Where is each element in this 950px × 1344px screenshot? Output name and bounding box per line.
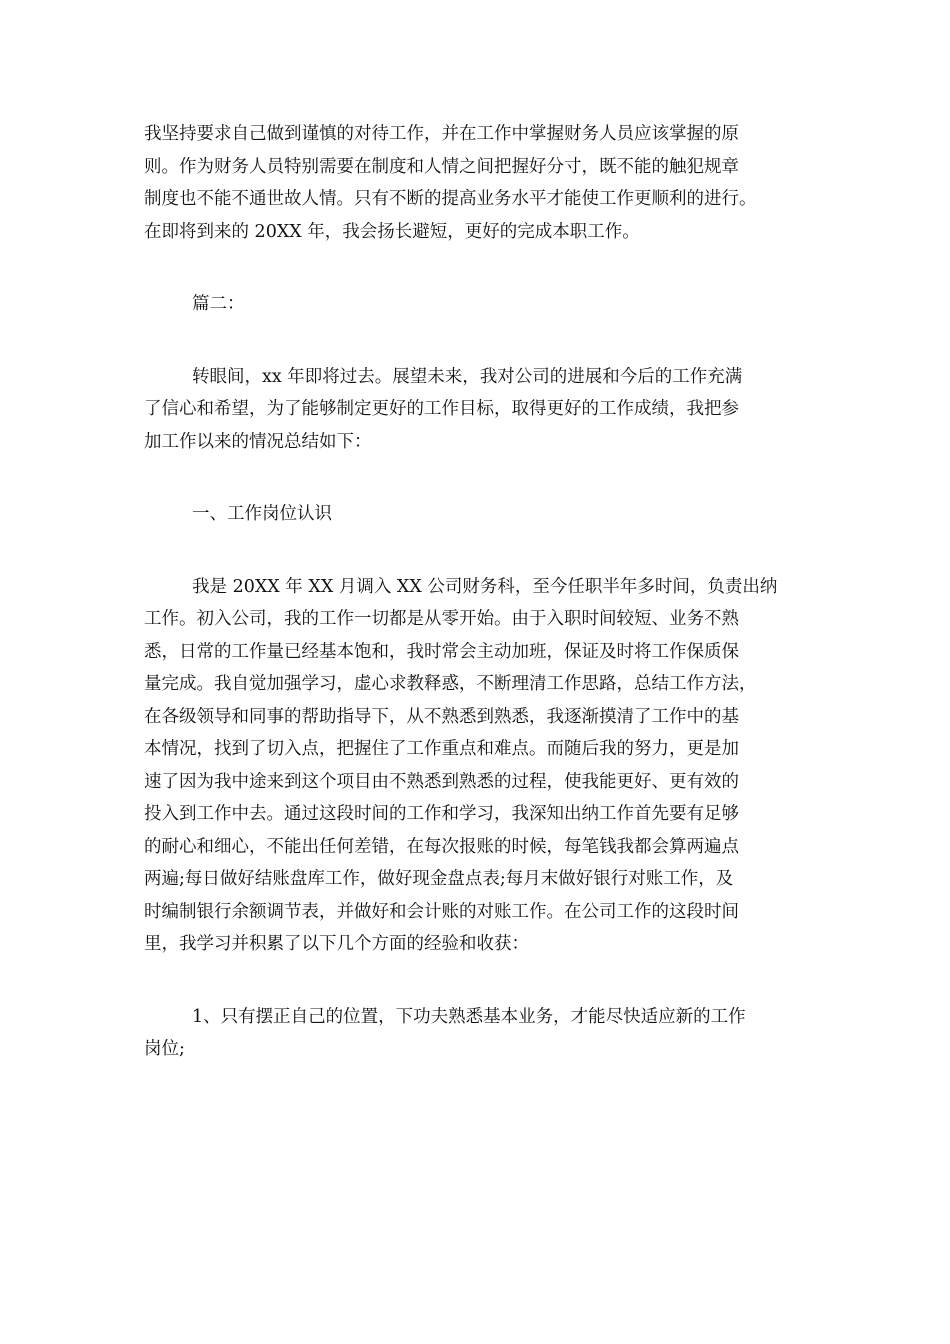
heading-text: 一、工作岗位认识 (192, 504, 332, 524)
text-line: 本情况，找到了切入点，把握住了工作重点和难点。而随后我的努力，更是加 (144, 739, 739, 759)
text-line: 投入到工作中去。通过这段时间的工作和学习，我深知出纳工作首先要有足够 (144, 804, 739, 824)
text-line: 我是 20XX 年 XX 月调入 XX 公司财务科，至今任职半年多时间，负责出纳 (192, 576, 778, 597)
text-line: 工作。初入公司，我的工作一切都是从零开始。由于入职时间较短、业务不熟 (144, 609, 739, 629)
text-line: 则。作为财务人员特别需要在制度和人情之间把握好分寸，既不能的触犯规章 (144, 156, 739, 177)
text-line: 在即将到来的 20XX 年，我会扬长避短，更好的完成本职工作。 (144, 221, 640, 242)
text-line: 量完成。我自觉加强学习，虚心求教释惑，不断理清工作思路，总结工作方法， (144, 674, 757, 694)
heading-section-one (144, 498, 804, 531)
heading-text: 篇二： (192, 294, 245, 314)
text-line: 的耐心和细心，不能出任何差错，在每次报账的时候，每笔钱我都会算两遍点 (144, 836, 739, 857)
document-page (144, 118, 804, 1066)
text-line: 两遍;每日做好结账盘库工作，做好现金盘点表;每月末做好银行对账工作，及 (144, 869, 734, 889)
paragraph-conclusion (144, 118, 804, 248)
text-line: 时编制银行余额调节表，并做好和会计账的对账工作。在公司工作的这段时间 (144, 901, 739, 922)
text-line: 速了因为我中途来到这个项目由不熟悉到熟悉的过程，使我能更好、更有效的 (144, 771, 739, 792)
text-line: 转眼间，xx 年即将过去。展望未来，我对公司的进展和今后的工作充满 (192, 366, 743, 387)
text-line: 岗位; (144, 1039, 185, 1059)
text-line: 1、只有摆正自己的位置，下功夫熟悉基本业务，才能尽快适应新的工作 (192, 1006, 746, 1027)
paragraph-intro (144, 361, 804, 459)
text-line: 悉，日常的工作量已经基本饱和，我时常会主动加班，保证及时将工作保质保 (144, 641, 739, 662)
text-line: 里，我学习并积累了以下几个方面的经验和收获： (144, 934, 529, 954)
text-line: 制度也不能不通世故人情。只有不断的提高业务水平才能使工作更顺利的进行。 (144, 189, 757, 209)
text-line: 了信心和希望，为了能够制定更好的工作目标，取得更好的工作成绩，我把参 (144, 399, 739, 419)
paragraph-point-one (144, 1001, 804, 1066)
text-line: 加工作以来的情况总结如下： (144, 431, 372, 452)
paragraph-job-description (144, 571, 804, 961)
heading-piece-two (144, 288, 804, 321)
text-line: 我坚持要求自己做到谨慎的对待工作，并在工作中掌握财务人员应该掌握的原 (144, 124, 739, 144)
text-line: 在各级领导和同事的帮助指导下，从不熟悉到熟悉，我逐渐摸清了工作中的基 (144, 706, 739, 727)
